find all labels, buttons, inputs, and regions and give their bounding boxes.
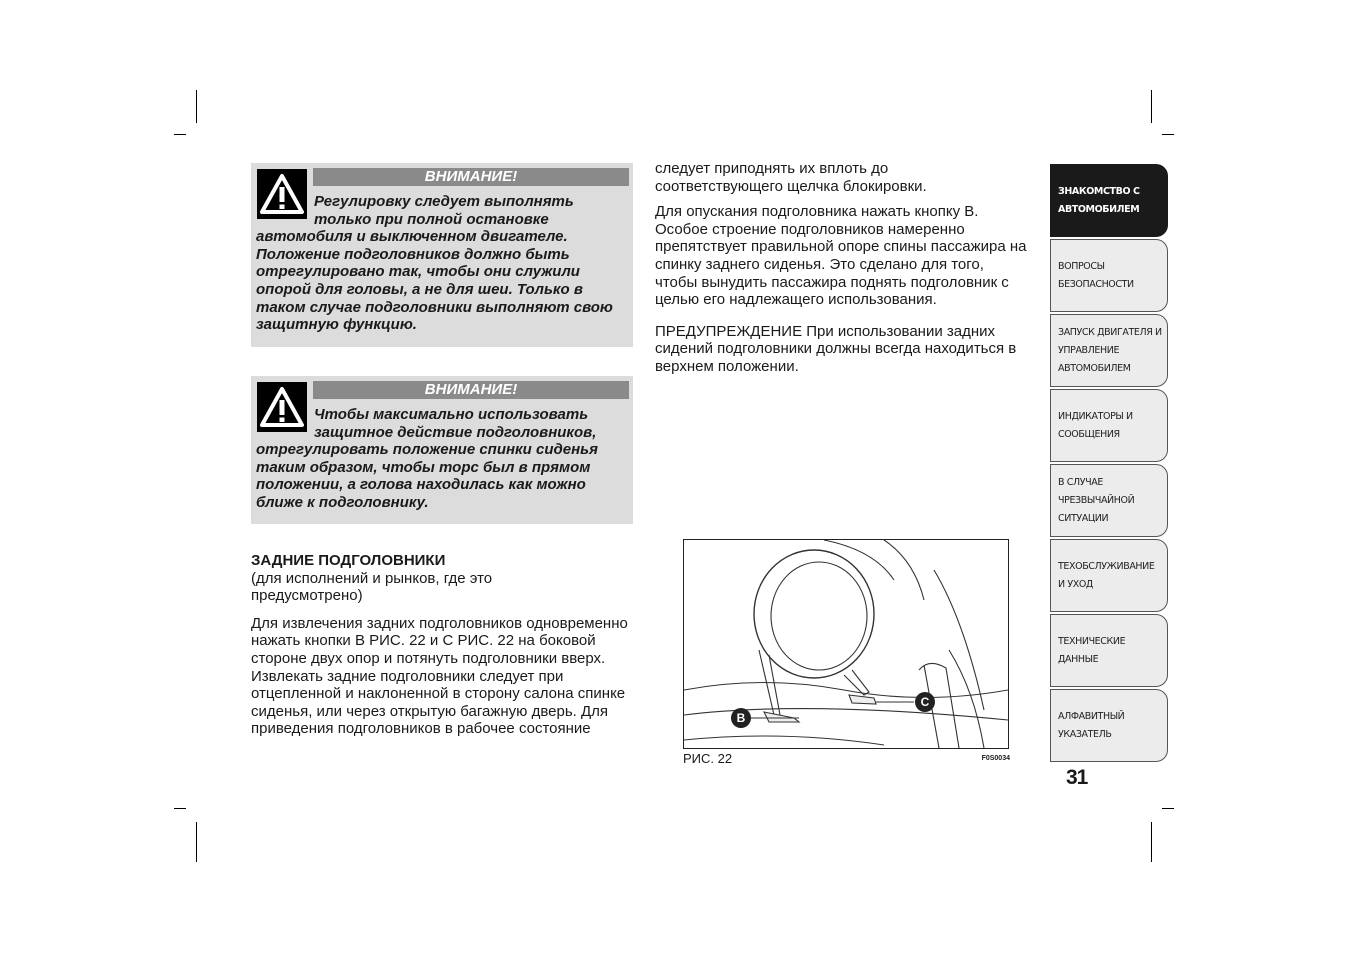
paragraph: следует приподнять их вплоть до соответствующего щелчка блокировки. [655, 160, 927, 195]
warning-text-line: Чтобы максимально использовать [314, 406, 589, 423]
warning-box [251, 376, 633, 524]
crop-mark [196, 90, 197, 123]
warning-text [256, 193, 627, 334]
tab-label: ЗНАКОМСТВО С АВТОМОБИЛЕМ [1058, 185, 1140, 215]
tab-index[interactable] [1050, 689, 1168, 762]
warning-text-line: только при полной остановке [314, 210, 549, 228]
tab-technical-data[interactable] [1050, 614, 1168, 687]
tab-label: ВОПРОСЫ БЕЗОПАСНОСТИ [1058, 260, 1134, 290]
section-body: Для извлечения задних подголовников одновременно нажать кнопки В РИС. 22 и С РИС. 22 на боковой стороне двух опор и потянуть подголовники вверх. Извлекать задние подголовники следует при отцепленной и наклоненной в сторону салона спинке сиденья, или через открытую багажную дверь. Для приведения подголовников в рабочее состояние [251, 614, 628, 738]
section-title: ЗАДНИЕ ПОДГОЛОВНИКИ [251, 552, 446, 569]
crop-mark [174, 808, 186, 809]
tab-label: ТЕХОБСЛУЖИВАНИЕ И УХОД [1058, 560, 1155, 590]
tab-label: ЗАПУСК ДВИГАТЕЛЯ И УПРАВЛЕНИЕ АВТОМОБИЛЕМ [1058, 326, 1162, 374]
tab-label: ТЕХНИЧЕСКИЕ ДАННЫЕ [1058, 635, 1126, 665]
callout-c-label: C [920, 695, 930, 709]
tab-indicators[interactable] [1050, 389, 1168, 462]
tab-label: АЛФАВИТНЫЙ УКАЗАТЕЛЬ [1058, 710, 1125, 740]
warning-text-line: защитное действие подголовников, [314, 423, 597, 441]
paragraph: ПРЕДУПРЕЖДЕНИЕ При использовании задних сидений подголовники должны всегда находиться в верхнем положении. [655, 322, 1017, 375]
callout-b-label: B [736, 711, 746, 725]
tab-maintenance[interactable] [1050, 539, 1168, 612]
figure-caption: РИС. 22 [683, 751, 733, 766]
warning-text-rest: отрегулировать положение спинки сиденья таким образом, чтобы торс был в прямом положении, а голова находилась как можно ближе к подголовнику. [256, 441, 598, 511]
crop-mark [174, 134, 186, 135]
tab-starting-driving[interactable] [1050, 314, 1168, 387]
warning-header: ВНИМАНИЕ! [313, 381, 629, 399]
warning-text-line: Регулировку следует выполнять [314, 193, 574, 210]
headrest-illustration [684, 540, 1008, 748]
crop-mark [1162, 808, 1174, 809]
tab-label: ИНДИКАТОРЫ И СООБЩЕНИЯ [1058, 410, 1133, 440]
crop-mark [196, 822, 197, 862]
warning-text [256, 406, 627, 512]
paragraph: Для опускания подголовника нажать кнопку B. Особое строение подголовников намеренно препятствует правильной опоре спины пассажира на спинку заднего сиденья. Это сделано для того, чтобы вынудить пассажира поднять подголовник с целью его надлежащего использования. [655, 203, 1027, 309]
warning-box [251, 163, 633, 347]
figure-rear-headrest [683, 539, 1009, 749]
section-rear-headrests [251, 552, 635, 738]
right-text-column [655, 160, 1027, 376]
crop-mark [1162, 134, 1174, 135]
tab-emergency[interactable] [1050, 464, 1168, 537]
tab-safety[interactable] [1050, 239, 1168, 312]
warning-header: ВНИМАНИЕ! [313, 168, 629, 186]
figure-code: F0S0034 [981, 755, 1010, 762]
tab-introduction[interactable] [1050, 164, 1168, 237]
section-subtitle: (для исполнений и рынков, где это предусмотрено) [251, 569, 493, 605]
tab-label: В СЛУЧАЕ ЧРЕЗВЫЧАЙНОЙ СИТУАЦИИ [1058, 476, 1135, 524]
crop-mark [1151, 90, 1152, 123]
warning-text-rest: автомобиля и выключенном двигателе. Положение подголовников должно быть отрегулировано так, чтобы они служили опорой для головы, а не для шеи. Только в таком случае подголовники выполняют свою защитную функцию. [256, 228, 613, 334]
crop-mark [1151, 822, 1152, 862]
page-number: 31 [1066, 766, 1088, 789]
